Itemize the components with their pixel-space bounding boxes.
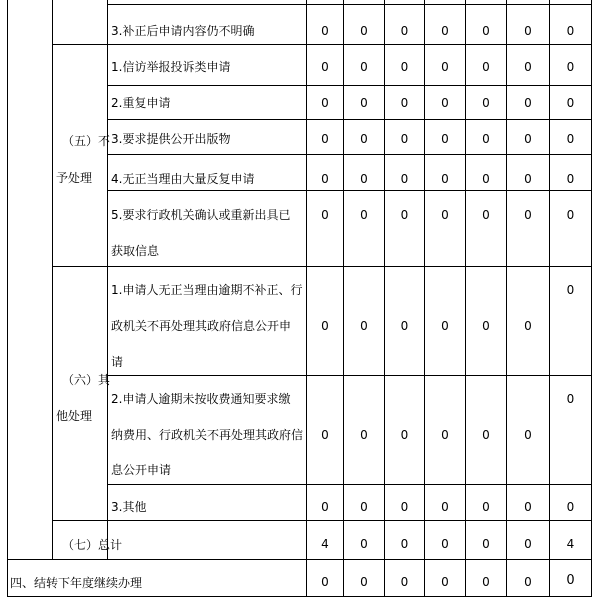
cell-value: 0 <box>482 96 490 110</box>
cell-value: 0 <box>524 172 532 186</box>
cell-value: 4 <box>321 537 329 551</box>
cell-value: 0 <box>321 172 329 186</box>
row-line <box>107 119 591 120</box>
cell-value: 0 <box>321 208 329 222</box>
cell-value: 0 <box>400 132 409 146</box>
group-title: 他处理 <box>56 409 93 423</box>
row-label: 5.要求行政机关确认或重新出具已 <box>111 208 291 222</box>
cell-value: 0 <box>482 60 490 74</box>
cell-value: 0 <box>441 96 449 110</box>
cell-value: 0 <box>566 392 575 406</box>
cell-value: 0 <box>441 172 449 186</box>
cell-value: 0 <box>400 575 409 589</box>
row-line <box>107 190 591 191</box>
cell-value: 0 <box>360 132 368 146</box>
cell-value: 0 <box>360 575 368 589</box>
group-title: （五）不 <box>62 134 111 148</box>
row-label: 3.要求提供公开出版物 <box>111 132 231 146</box>
cell-value: 0 <box>360 172 368 186</box>
row-label: 1.申请人无正当理由逾期不补正、行 <box>111 283 303 297</box>
cell-value: 0 <box>482 24 490 38</box>
row-line <box>52 44 591 45</box>
cell-value: 0 <box>360 208 368 222</box>
cell-value: 0 <box>482 428 490 442</box>
row-label: 政机关不再处理其政府信息公开申 <box>111 319 292 333</box>
cell-value: 0 <box>524 132 532 146</box>
row-label: 3.补正后申请内容仍不明确 <box>111 24 255 38</box>
cell-value: 0 <box>321 428 329 442</box>
cell-value: 0 <box>400 428 409 442</box>
cell-value: 0 <box>566 208 575 222</box>
cell-value: 0 <box>566 172 575 186</box>
cell-value: 0 <box>482 575 490 589</box>
cell-value: 0 <box>524 428 532 442</box>
row-label: 3.其他 <box>111 500 147 514</box>
cell-value: 0 <box>321 500 329 514</box>
group-title: 予处理 <box>56 171 93 185</box>
cell-value: 0 <box>482 208 490 222</box>
row-label: 请 <box>111 355 124 369</box>
cell-value: 0 <box>360 537 368 551</box>
cell-value: 4 <box>566 537 575 551</box>
row-line <box>107 375 591 376</box>
cell-value: 0 <box>400 208 409 222</box>
row-label: 4.无正当理由大量反复申请 <box>111 172 255 186</box>
row-line <box>107 484 591 485</box>
row-label: 纳费用、行政机关不再处理其政府信 <box>111 428 304 442</box>
cell-value: 0 <box>524 60 532 74</box>
cell-value: 0 <box>321 132 329 146</box>
total-label: （七）总计 <box>62 538 123 552</box>
cell-value: 0 <box>441 208 449 222</box>
cell-value: 0 <box>441 428 449 442</box>
cell-value: 0 <box>482 132 490 146</box>
row-line <box>107 154 591 155</box>
carry-over-label: 四、结转下年度继续办理 <box>10 576 143 590</box>
cell-value: 0 <box>482 172 490 186</box>
row-label: 息公开申请 <box>111 463 172 477</box>
cell-value: 0 <box>321 319 329 333</box>
cell-value: 0 <box>400 319 409 333</box>
cell-value: 0 <box>321 60 329 74</box>
cell-value: 0 <box>482 537 490 551</box>
cell-value: 0 <box>321 24 329 38</box>
cell-value: 0 <box>566 283 575 297</box>
cell-value: 0 <box>524 500 532 514</box>
cell-value: 0 <box>360 428 368 442</box>
row-label: 2.重复申请 <box>111 96 171 110</box>
cell-value: 0 <box>360 96 368 110</box>
col-line <box>107 0 108 560</box>
cell-value: 0 <box>482 319 490 333</box>
cell-value: 0 <box>524 208 532 222</box>
cell-value: 0 <box>441 537 449 551</box>
row-label: 获取信息 <box>111 244 160 258</box>
cell-value: 0 <box>441 132 449 146</box>
cell-value: 0 <box>524 537 532 551</box>
cell-value: 0 <box>441 24 449 38</box>
cell-value: 0 <box>524 319 532 333</box>
row-label: 1.信访举报投诉类申请 <box>111 60 231 74</box>
row-line <box>52 266 591 267</box>
cell-value: 0 <box>441 575 449 589</box>
cell-value: 0 <box>482 500 490 514</box>
cell-value: 0 <box>321 575 329 589</box>
row-line <box>107 4 591 5</box>
cell-value: 0 <box>400 24 409 38</box>
row-label: 2.申请人逾期未按收费通知要求缴 <box>111 392 291 406</box>
row-line <box>7 559 591 560</box>
cell-value: 0 <box>566 573 575 588</box>
row-line <box>52 520 591 521</box>
cell-value: 0 <box>441 319 449 333</box>
cell-value: 0 <box>400 172 409 186</box>
cell-value: 0 <box>524 24 532 38</box>
cell-value: 0 <box>566 500 575 514</box>
cell-value: 0 <box>360 319 368 333</box>
row-line <box>107 85 591 86</box>
cell-value: 0 <box>321 96 329 110</box>
cell-value: 0 <box>566 132 575 146</box>
group-title: （六）其 <box>62 373 111 387</box>
cell-value: 0 <box>441 60 449 74</box>
cell-value: 0 <box>400 96 409 110</box>
col-line <box>7 0 8 597</box>
cell-value: 0 <box>566 24 575 38</box>
cell-value: 0 <box>360 500 368 514</box>
cell-value: 0 <box>400 60 409 74</box>
cell-value: 0 <box>360 24 368 38</box>
cell-value: 0 <box>400 537 409 551</box>
cell-value: 0 <box>566 60 575 74</box>
col-line <box>591 0 592 597</box>
cell-value: 0 <box>360 60 368 74</box>
cell-value: 0 <box>566 96 575 110</box>
cell-value: 0 <box>400 500 409 514</box>
cell-value: 0 <box>441 500 449 514</box>
col-line <box>52 0 53 560</box>
row-line <box>7 596 591 597</box>
cell-value: 0 <box>524 96 532 110</box>
cell-value: 0 <box>524 575 532 589</box>
